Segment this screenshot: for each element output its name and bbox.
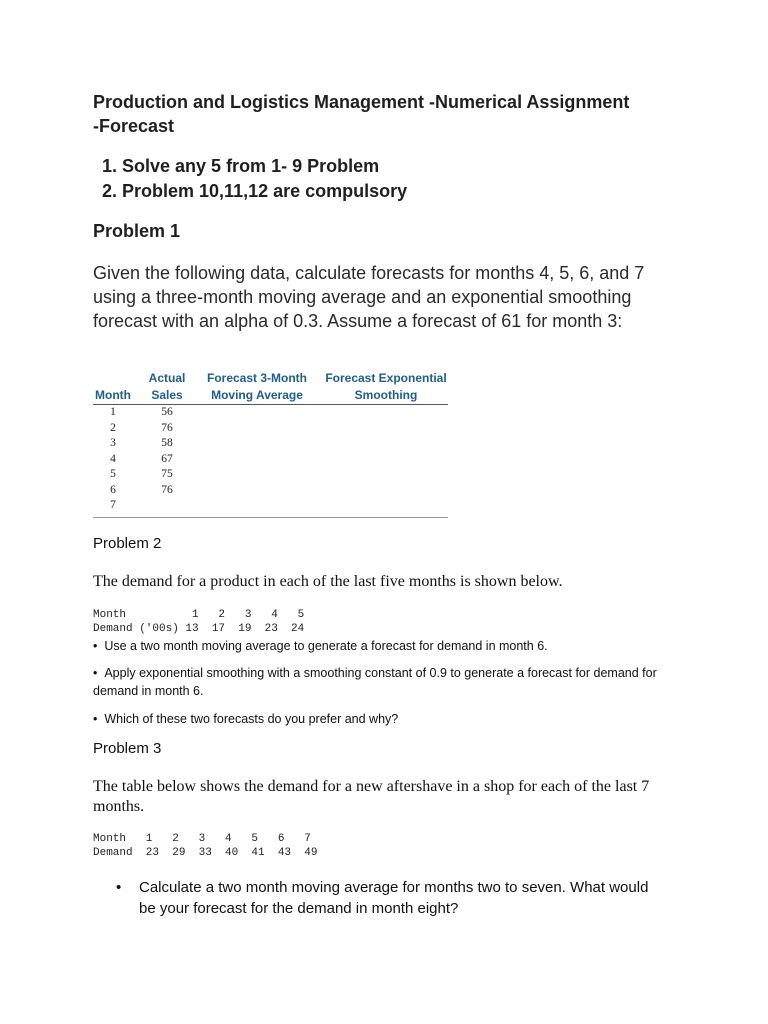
- header-actual-line2: Sales: [151, 388, 183, 402]
- bullet-icon: •: [93, 666, 105, 680]
- problem-2-data-demand: Demand ('00s) 13 17 19 23 24: [93, 623, 305, 635]
- document-title-line-1: Production and Logistics Management -Numerical Assignment: [93, 92, 630, 112]
- header-moving-average-line1: Forecast 3-Month: [206, 371, 307, 385]
- problem-3-data-months: Month 1 2 3 4 5 6 7: [93, 833, 311, 845]
- bullet-text: Apply exponential smoothing with a smoothing constant of 0.9 to generate a forecast for demand for demand in month 6.: [93, 666, 657, 698]
- instruction-item: 1. Solve any 5 from 1- 9 Problem: [102, 156, 380, 176]
- bullet-text: Which of these two forecasts do you prefer and why?: [104, 712, 399, 726]
- cell-month: 7: [110, 499, 116, 511]
- bullet-text: Use a two month moving average to generate a forecast for demand in month 6.: [104, 639, 548, 653]
- problem-2-bullet: [93, 664, 683, 700]
- bullet-icon: •: [93, 712, 105, 726]
- problem-3-data-demand: Demand 23 29 33 40 41 43 49: [93, 847, 318, 859]
- problem-3-text: The table below shows the demand for a new aftershave in a shop for each of the last 7 months.: [93, 778, 650, 815]
- cell-month: 1: [110, 406, 116, 418]
- problem-2-text: The demand for a product in each of the last five months is shown below.: [93, 573, 563, 590]
- header-exponential-line2: Smoothing: [354, 388, 418, 402]
- instruction-item: 2. Problem 10,11,12 are compulsory: [102, 181, 408, 201]
- problem-1-heading: Problem 1: [93, 221, 181, 241]
- problem-2-heading: Problem 2: [93, 535, 162, 552]
- document-title-line-2: -Forecast: [93, 116, 175, 136]
- cell-sales: 58: [161, 437, 173, 449]
- cell-sales: 76: [161, 484, 173, 496]
- cell-sales: 56: [161, 406, 173, 418]
- problem-1-table: [93, 370, 448, 518]
- cell-sales: 67: [161, 453, 173, 465]
- cell-month: 5: [110, 468, 116, 480]
- problem-3-bullet: Calculate a two month moving average for months two to seven. What would be your forecast for the demand in month eight?: [139, 879, 649, 917]
- problem-1-text: Given the following data, calculate forecasts for months 4, 5, 6, and 7 using a three-month moving average and an exponential smoothing forecast with an alpha of 0.3. Assume a forecast of 61 for month 3:: [93, 263, 645, 331]
- header-exponential-line1: Forecast Exponential: [325, 371, 447, 385]
- header-actual-line1: Actual: [148, 371, 186, 385]
- table-bottom-rule: [93, 517, 448, 518]
- bullet-icon: •: [93, 639, 105, 653]
- cell-month: 6: [110, 484, 116, 496]
- cell-sales: 76: [161, 422, 173, 434]
- problem-2-bullet: [93, 710, 683, 728]
- cell-month: 2: [110, 422, 116, 434]
- cell-month: 4: [110, 453, 116, 465]
- problem-2-data-months: Month 1 2 3 4 5: [93, 609, 305, 621]
- cell-month: 3: [110, 437, 116, 449]
- header-moving-average-line2: Moving Average: [211, 388, 303, 402]
- problem-2-bullet: [93, 637, 683, 655]
- cell-sales: 75: [161, 468, 173, 480]
- table-header-rule: [93, 404, 448, 405]
- header-month: Month: [95, 388, 131, 402]
- problem-3-heading: Problem 3: [93, 740, 162, 757]
- bullet-icon: •: [116, 879, 122, 896]
